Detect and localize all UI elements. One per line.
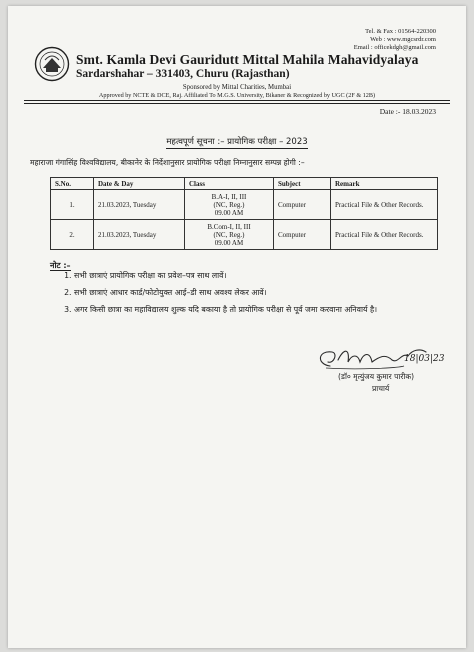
approval-line: Approved by NCTE & DCE, Raj. Affiliated To M.G.S. University, Bikaner & Recognized by UGC (2F & 12B) (98, 92, 376, 99)
cell-sno: 1. (51, 190, 94, 220)
contact-web: Web : www.mgcsrdr.com (370, 36, 436, 44)
cell-date: 21.03.2023, Tuesday (94, 220, 185, 250)
cell-subject: Computer (274, 190, 331, 220)
principal-title: प्राचार्य (372, 384, 390, 393)
contact-email: Email : officekdgh@gmail.com (353, 44, 436, 52)
list-item: 2. सभी छात्राएं आधार कार्ड/फोटोयुक्त आई–डी साथ अवश्य लेकर आवें। (74, 287, 474, 298)
list-item: 1. सभी छात्राएं प्रायोगिक परीक्षा का प्रवेश–पत्र साथ लावें। (74, 270, 474, 281)
notice-title-text: महत्वपूर्ण सूचना :– प्रायोगिक परीक्षा – 2023 (166, 137, 308, 147)
list-item: 3. अगर किसी छात्रा का महाविद्यालय शुल्क यदि बकाया है तो प्रायोगिक परीक्षा से पूर्व जमा करवाना अनिवार्य है। (74, 304, 474, 315)
cell-subject: Computer (274, 220, 331, 250)
table-row (51, 190, 438, 220)
col-header-subject: Subject (274, 178, 331, 190)
signature-date: 18|03|23 (404, 354, 445, 364)
header-rule-thin (24, 103, 450, 104)
sponsor-line: Sponsored by Mittal Charities, Mumbai (182, 84, 292, 91)
exam-schedule-table (50, 177, 438, 250)
class-line: 09.00 AM (214, 208, 244, 217)
col-header-sno: S.No. (51, 178, 94, 190)
college-emblem-icon (34, 46, 70, 82)
notice-date: Date :- 18.03.2023 (379, 107, 436, 116)
principal-name: (डॉ० मृत्युंजय कुमार पारीक) (338, 372, 415, 381)
class-line: (NC, Reg.) (213, 230, 245, 239)
cell-class (185, 190, 274, 220)
col-header-class: Class (185, 178, 274, 190)
class-line: B.A-I, II, III (211, 192, 247, 201)
cell-remark: Practical File & Other Records. (331, 220, 438, 250)
col-header-remark: Remark (331, 178, 438, 190)
table-header-row (51, 178, 438, 190)
table-row (51, 220, 438, 250)
contact-block (354, 28, 436, 53)
college-address: Sardarshahar – 331403, Churu (Rajasthan) (76, 68, 290, 80)
class-line: (NC, Reg.) (213, 200, 245, 209)
cell-date: 21.03.2023, Tuesday (94, 190, 185, 220)
notes-list (48, 270, 474, 321)
contact-tel: Tel. & Fax : 01564-220300 (365, 28, 436, 35)
cell-class (185, 220, 274, 250)
college-name: Smt. Kamla Devi Gauridutt Mittal Mahila Mahavidyalaya (76, 52, 419, 67)
notice-title (8, 136, 466, 147)
class-line: 09.00 AM (214, 238, 244, 247)
notice-intro: महाराजा गंगासिंह विश्वविद्यालय, बीकानेर के निर्देशानुसार प्रायोगिक परीक्षा निम्नानुसार सम्पन्न होगी :– (30, 158, 305, 167)
notice-page (8, 6, 466, 648)
notes-label-text: नोट :– (50, 261, 71, 270)
class-line: B.Com-I, II, III (207, 222, 251, 231)
cell-remark: Practical File & Other Records. (331, 190, 438, 220)
col-header-date: Date & Day (94, 178, 185, 190)
header-rule (24, 100, 450, 101)
cell-sno: 2. (51, 220, 94, 250)
